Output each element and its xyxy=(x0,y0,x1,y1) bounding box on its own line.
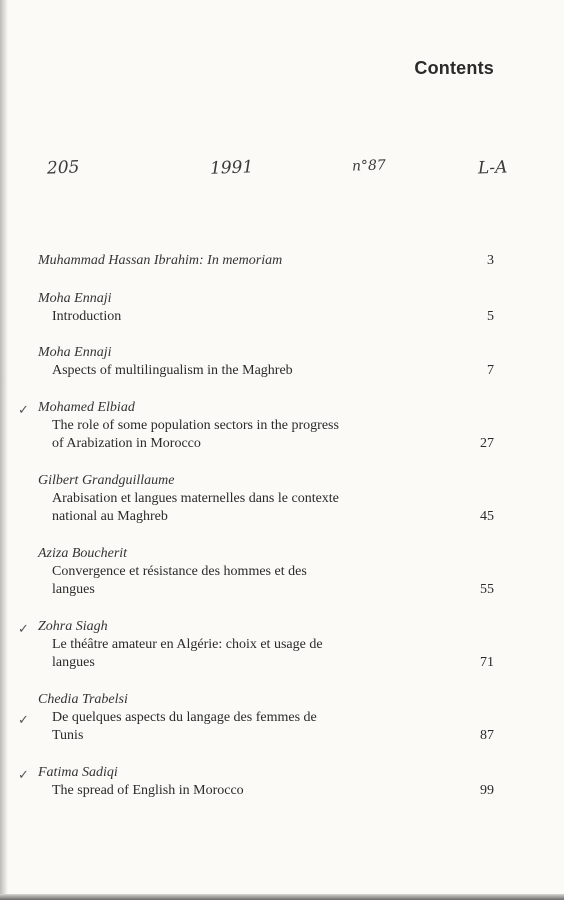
page-bottom-edge xyxy=(0,894,564,900)
toc-entry xyxy=(18,691,494,745)
toc-entry xyxy=(18,399,494,453)
toc-entry xyxy=(18,618,494,672)
toc-page-number: 71 xyxy=(480,655,494,670)
toc-entry xyxy=(38,290,494,326)
toc-author: Moha Ennaji xyxy=(38,291,112,306)
toc-entry xyxy=(38,252,494,270)
toc-title-line: Arabisation et langues maternelles dans le contexte xyxy=(52,491,339,506)
toc-title-line: Tunis xyxy=(52,728,84,743)
toc-title-line: Aspects of multilingualism in the Maghreb xyxy=(52,363,293,378)
toc-title-line: Convergence et résistance des hommes et des xyxy=(52,564,307,579)
toc-title-line: langues xyxy=(52,655,95,670)
toc-page-number: 87 xyxy=(480,728,494,743)
toc-author: Zohra Siagh xyxy=(38,619,108,634)
toc-author: Aziza Boucherit xyxy=(38,546,128,561)
handwritten-note: 205 xyxy=(46,157,80,179)
toc-author: Gilbert Grandguillaume xyxy=(38,473,175,488)
checkmark-annotation: ✓ xyxy=(18,767,29,782)
table-of-contents xyxy=(18,252,494,800)
toc-author: Moha Ennaji xyxy=(38,345,112,360)
toc-title-line: The role of some population sectors in the progress xyxy=(52,418,339,433)
toc-author: Mohamed Elbiad xyxy=(38,400,135,415)
toc-entry xyxy=(38,472,494,526)
checkmark-annotation: ✓ xyxy=(18,402,29,417)
toc-entry xyxy=(18,764,494,800)
toc-title-line: langues xyxy=(52,582,95,597)
page-title: Contents xyxy=(414,58,494,78)
toc-title-line: Le théâtre amateur en Algérie: choix et usage de xyxy=(52,637,323,652)
toc-author: Chedia Trabelsi xyxy=(38,692,128,707)
toc-page-number: 7 xyxy=(487,363,494,378)
toc-page-number: 5 xyxy=(487,309,494,324)
toc-title-line: The spread of English in Morocco xyxy=(52,783,244,798)
toc-author: Fatima Sadiqi xyxy=(38,765,118,780)
page-edge-shadow xyxy=(0,0,8,900)
toc-entry-title: Muhammad Hassan Ibrahim: In memoriam xyxy=(38,253,283,268)
toc-page-number: 45 xyxy=(480,509,494,524)
toc-title-line: of Arabization in Morocco xyxy=(52,436,201,451)
handwritten-note: 1991 xyxy=(209,157,254,179)
checkmark-annotation: ✓ xyxy=(18,621,29,636)
handwritten-note: n°87 xyxy=(351,157,387,175)
toc-page-number: 99 xyxy=(480,783,494,798)
toc-entry xyxy=(38,545,494,599)
toc-entry xyxy=(38,344,494,380)
toc-page-number: 55 xyxy=(480,582,494,597)
handwritten-note: L-A xyxy=(477,157,508,179)
checkmark-annotation: ✓ xyxy=(18,712,29,727)
toc-title-line: national au Maghreb xyxy=(52,509,168,524)
toc-title-line: De quelques aspects du langage des femmes de xyxy=(52,710,317,725)
toc-page-number: 3 xyxy=(487,253,494,268)
toc-title-line: Introduction xyxy=(52,309,122,324)
toc-page-number: 27 xyxy=(480,436,494,451)
